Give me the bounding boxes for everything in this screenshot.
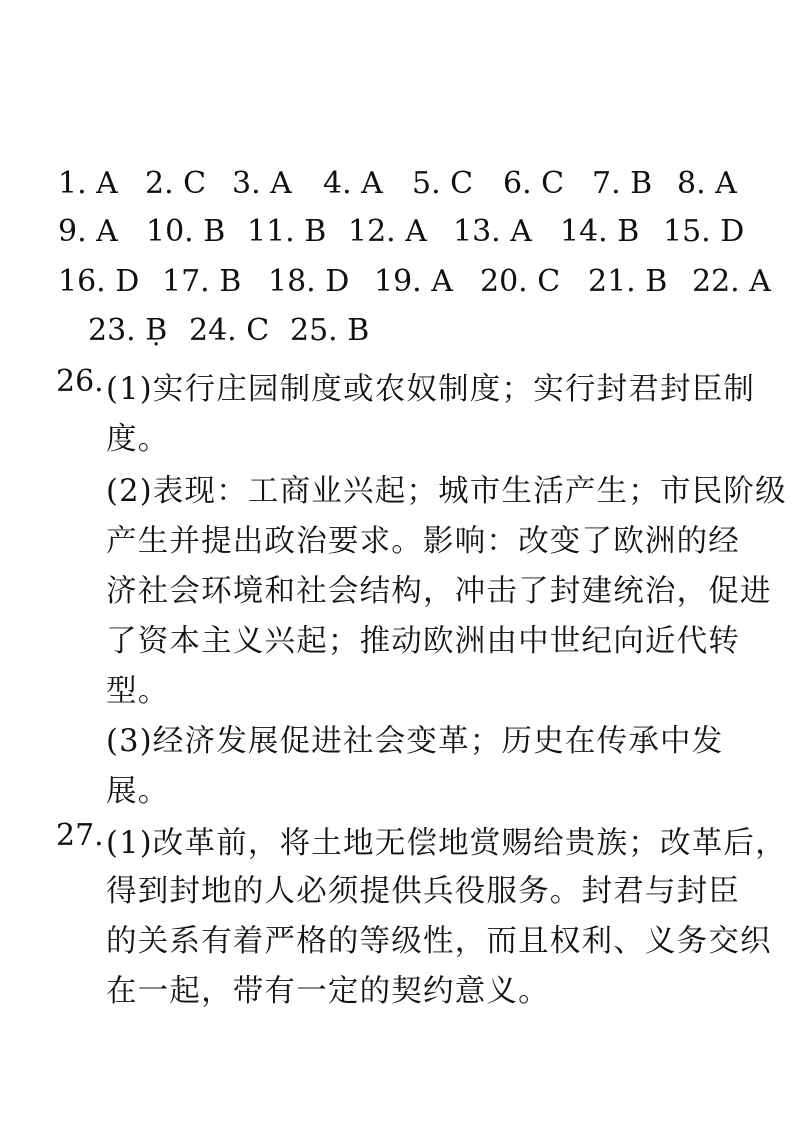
mc-answer: 9. A [58,214,118,249]
q26-line: (2)表现：工商业兴起；城市生活产生；市民阶级 [106,474,787,509]
q26-line: 了资本主义兴起；推动欧洲由中世纪向近代转 [106,624,740,659]
question-number-27: 27. [56,818,104,853]
mc-answer: 6. C [503,166,565,201]
mc-answer: 7. B [592,166,653,201]
q26-line: (1)实行庄园制度或农奴制度；实行封君封臣制 [106,372,756,407]
mc-answer: 25. B [290,313,370,348]
mc-answer: 14. B [560,214,640,249]
mc-answer: 21. B [588,264,668,299]
mc-answer: 5. C [412,166,474,201]
q26-line: 产生并提出政治要求。影响：改变了欧洲的经 [106,524,740,559]
mc-answer: 18. D [268,264,350,299]
mc-answer: 16. D [58,264,140,299]
mc-answer: 11. B [247,214,327,249]
q26-line: 型。 [106,674,170,709]
q27-line: (1)改革前，将土地无偿地赏赐给贵族；改革后， [106,826,787,861]
mc-answer: 10. B [146,214,226,249]
q26-line: 济社会环境和社会结构，冲击了封建统治，促进 [106,574,772,609]
mc-answer: 17. B [162,264,242,299]
q27-line: 得到封地的人必须提供兵役服务。封君与封臣 [106,874,740,909]
q27-line: 在一起，带有一定的契约意义。 [106,974,550,1009]
mc-row-4 [0,313,794,361]
mc-answer: 13. A [453,214,532,249]
mc-answer: 20. C [480,264,561,299]
mc-row-3 [0,264,794,312]
question-number-26: 26. [56,364,104,399]
q26-line: 度。 [106,422,170,457]
mc-answer: 22. A [692,264,771,299]
mc-row-1 [0,166,794,214]
mc-answer: 2. C [145,166,207,201]
q27-line: 的关系有着严格的等级性，而且权利、义务交织 [106,924,772,959]
mc-answer: 12. A [348,214,427,249]
mc-answer: 23. Ḅ [88,313,168,348]
mc-answer: 8. A [677,166,737,201]
q26-line: 展。 [106,774,170,809]
q26-line: (3)经济发展促进社会变革；历史在传承中发 [106,724,724,759]
mc-answer: 1. A [58,166,118,201]
mc-answer: 24. C [189,313,270,348]
mc-answer: 3. A [232,166,292,201]
mc-row-2 [0,214,794,262]
mc-answer: 4. A [323,166,383,201]
mc-answer: 15. D [663,214,745,249]
mc-answer: 19. A [374,264,453,299]
